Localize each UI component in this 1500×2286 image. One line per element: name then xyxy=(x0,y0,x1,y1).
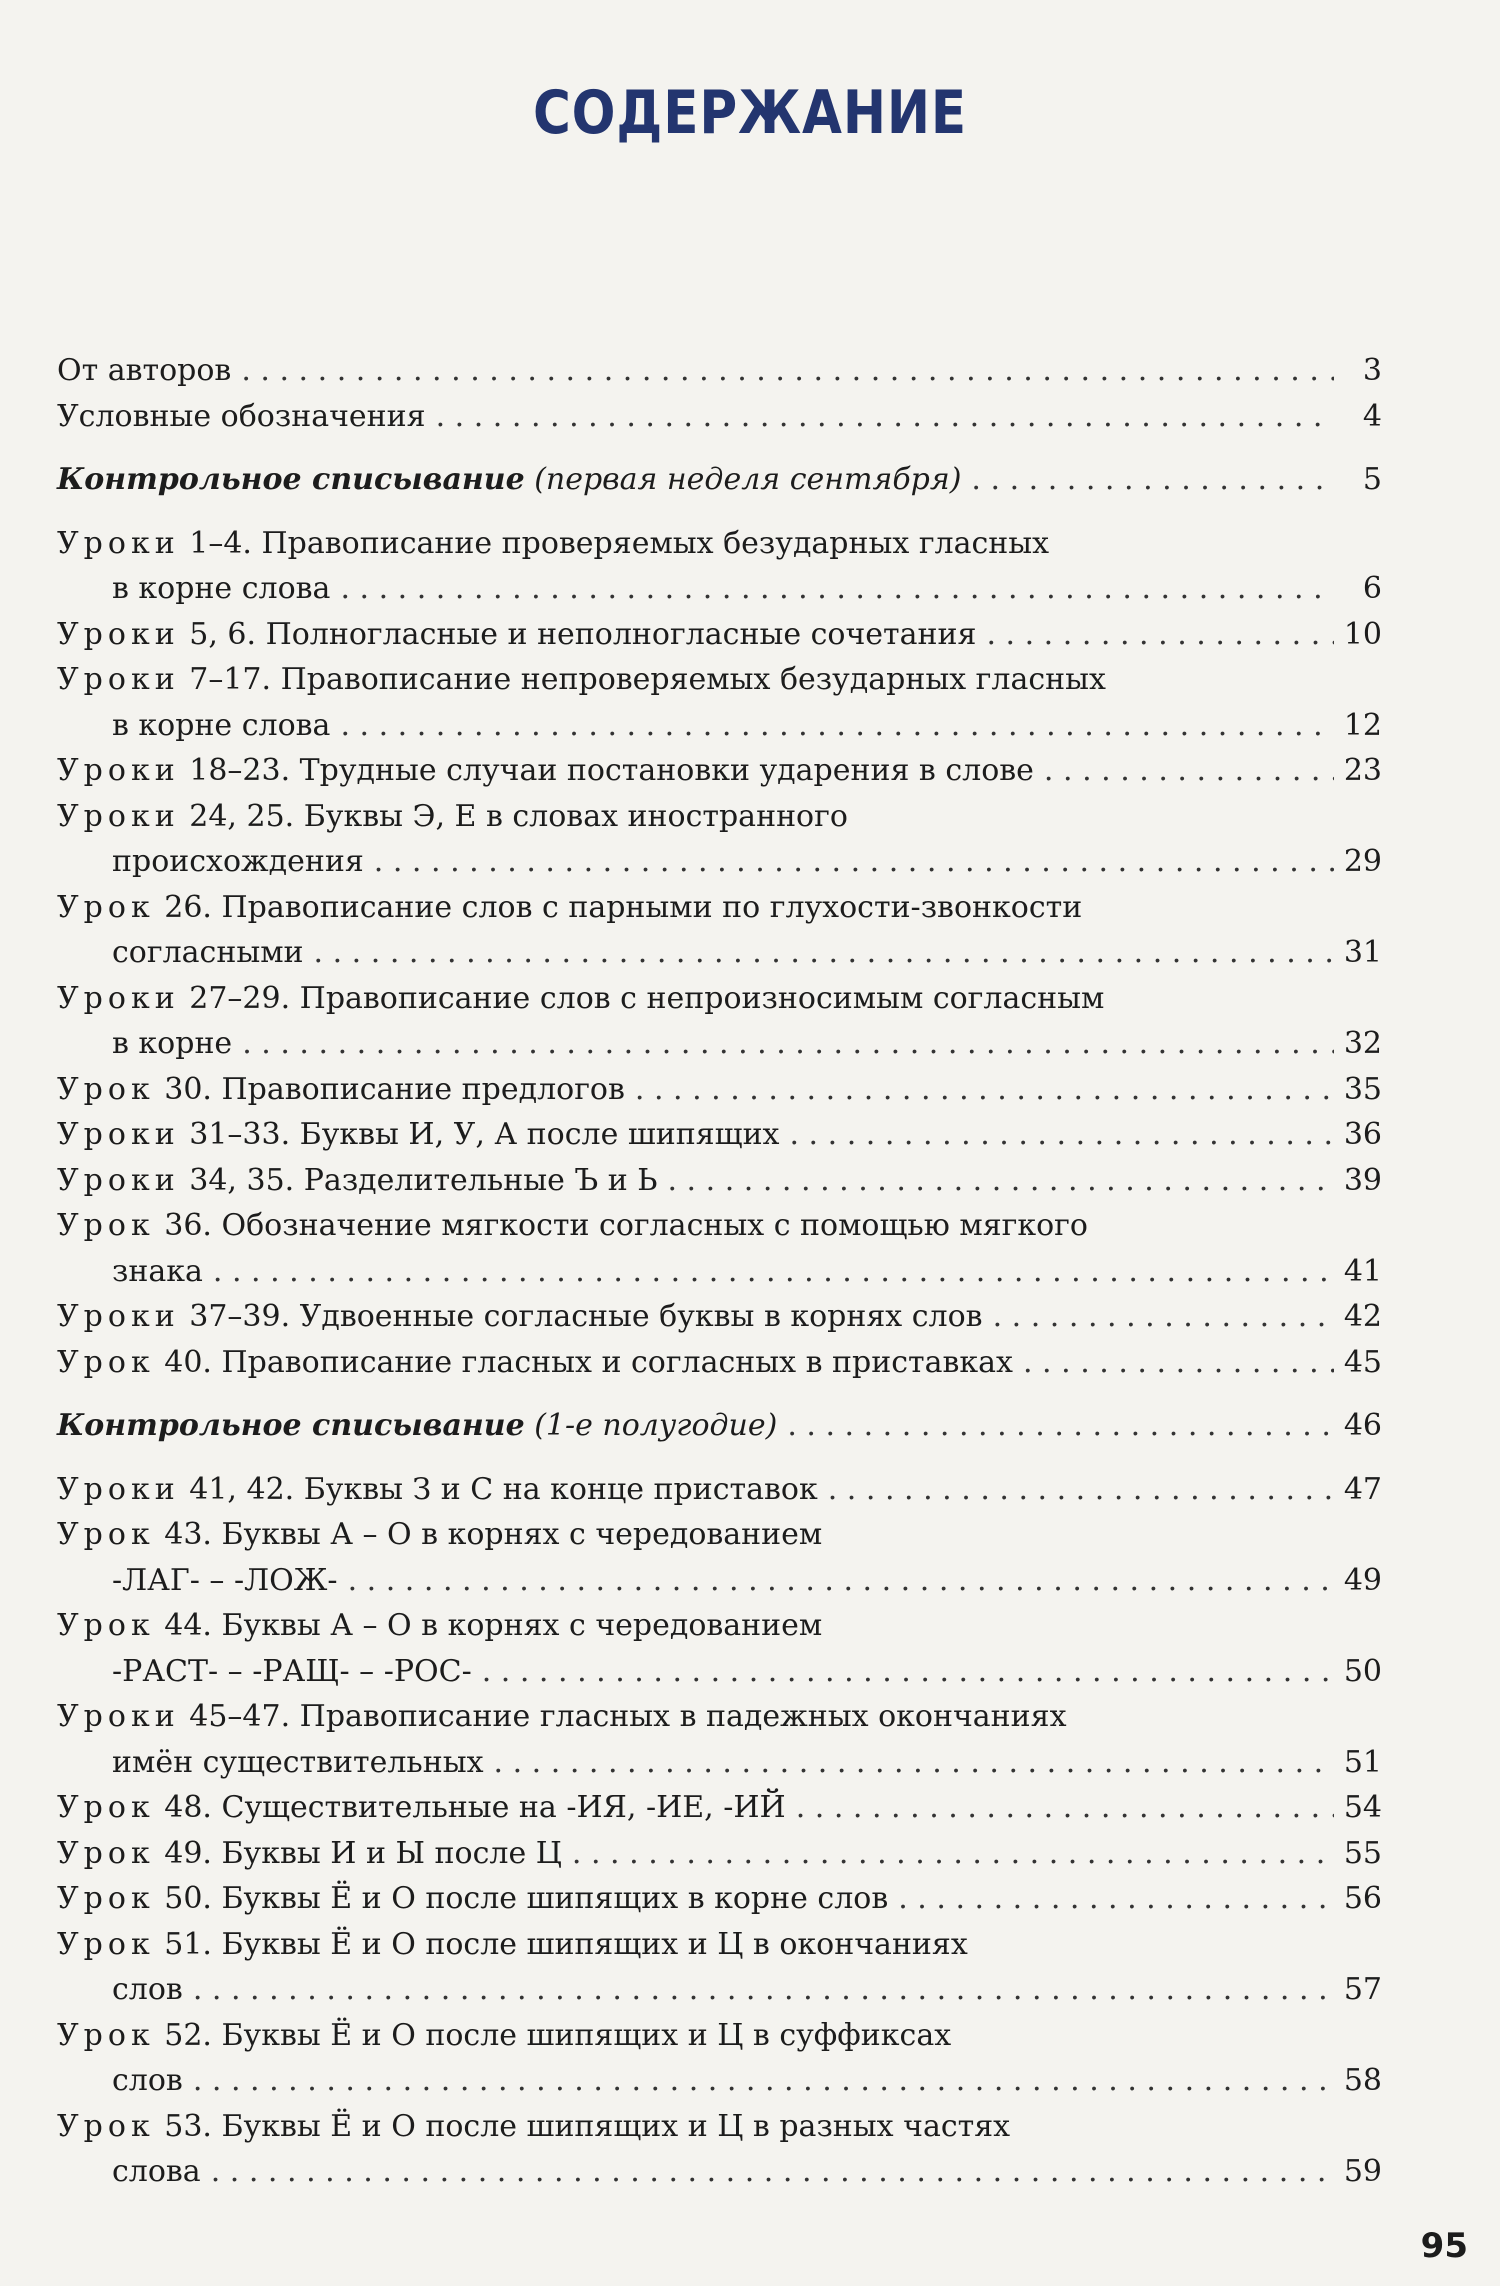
entry-page-number: 10 xyxy=(1343,616,1382,652)
dot-leader xyxy=(211,2149,1334,2195)
dot-leader xyxy=(482,1649,1334,1695)
entry-title-continued: слова xyxy=(112,2154,201,2189)
lesson-prefix: Урок xyxy=(57,889,155,925)
dot-leader xyxy=(348,1558,1334,1604)
lesson-prefix: Урок xyxy=(57,1790,155,1825)
entry-page-number: 46 xyxy=(1343,1408,1382,1443)
entry-title: 30. Правописание предлогов xyxy=(164,1071,625,1107)
dot-leader xyxy=(787,1403,1334,1449)
entry-page-number: 23 xyxy=(1343,753,1382,788)
entry-title: 26. Правописание слов с парными по глухости-звонкости xyxy=(164,889,1083,925)
lesson-prefix: Уроки xyxy=(57,980,180,1016)
toc-entry xyxy=(57,1340,1382,1386)
entry-page-number: 54 xyxy=(1343,1790,1382,1825)
entry-page-number: 49 xyxy=(1343,1562,1382,1598)
table-of-contents xyxy=(57,348,1382,2195)
entry-page-number: 56 xyxy=(1343,1881,1382,1916)
entry-title: 53. Буквы Ё и О после шипящих и Ц в разных частях xyxy=(164,2108,1011,2144)
entry-page-number: 32 xyxy=(1343,1026,1382,1061)
toc-entry xyxy=(57,1922,1382,2013)
dot-leader xyxy=(193,1967,1334,2013)
entry-title: 49. Буквы И и Ы после Ц xyxy=(164,1835,562,1871)
lesson-prefix: Уроки xyxy=(57,798,180,834)
toc-entry xyxy=(57,1467,1382,1513)
entry-title: 18–23. Трудные случаи постановки ударения в слове xyxy=(189,753,1034,788)
lesson-prefix: Уроки xyxy=(57,1299,180,1334)
toc-entry xyxy=(57,1785,1382,1831)
dot-leader xyxy=(242,1021,1334,1067)
entry-page-number: 29 xyxy=(1343,844,1382,879)
dot-leader xyxy=(436,394,1334,440)
page-title: СОДЕРЖАНИЕ xyxy=(532,78,968,148)
entry-title-continued: -РАСТ- – -РАЩ- – -РОС- xyxy=(112,1653,472,1689)
entry-title-continued: слов xyxy=(112,1972,183,2007)
toc-entry xyxy=(57,885,1382,976)
toc-entry xyxy=(57,1203,1382,1294)
lesson-prefix: Урок xyxy=(57,1517,155,1552)
entry-title-continued: имён существительных xyxy=(112,1744,484,1780)
entry-title-continued: -ЛАГ- – -ЛОЖ- xyxy=(112,1562,338,1598)
entry-page-number: 4 xyxy=(1362,398,1382,434)
entry-title-continued: согласными xyxy=(112,935,304,970)
entry-title: 45–47. Правописание гласных в падежных окончаниях xyxy=(189,1699,1067,1734)
lesson-prefix: Урок xyxy=(57,2017,155,2053)
entry-title: 24, 25. Буквы Э, Е в словах иностранного xyxy=(189,798,848,834)
lesson-prefix: Уроки xyxy=(57,1699,180,1734)
entry-page-number: 39 xyxy=(1343,1162,1382,1198)
entry-page-number: 5 xyxy=(1362,462,1382,497)
lesson-prefix: Урок xyxy=(57,1344,155,1380)
entry-title: 51. Буквы Ё и О после шипящих и Ц в окончаниях xyxy=(164,1926,968,1962)
dot-leader xyxy=(193,2058,1334,2104)
lesson-prefix: Уроки xyxy=(57,1471,180,1507)
entry-page-number: 47 xyxy=(1343,1471,1382,1507)
toc-entry xyxy=(57,2013,1382,2104)
entry-title: 43. Буквы А – О в корнях с чередованием xyxy=(164,1517,823,1552)
entry-page-number: 35 xyxy=(1343,1071,1382,1107)
dot-leader xyxy=(971,457,1334,503)
entry-page-number: 58 xyxy=(1343,2063,1382,2098)
toc-entry xyxy=(57,794,1382,885)
entry-title: 41, 42. Буквы З и С на конце приставок xyxy=(189,1471,818,1507)
dot-leader xyxy=(796,1785,1334,1831)
lesson-prefix: Урок xyxy=(57,1881,155,1916)
toc-entry xyxy=(57,1294,1382,1340)
entry-page-number: 12 xyxy=(1343,707,1382,743)
toc-entry xyxy=(57,394,1382,440)
entry-title: 40. Правописание гласных и согласных в приставках xyxy=(164,1344,1013,1380)
dot-leader xyxy=(789,1112,1333,1158)
entry-title-continued: слов xyxy=(112,2063,183,2098)
page-number: 95 xyxy=(1420,2226,1468,2266)
dot-leader xyxy=(898,1876,1334,1922)
dot-leader xyxy=(986,612,1333,658)
toc-entry xyxy=(57,748,1382,794)
toc-entry xyxy=(57,348,1382,394)
toc-entry xyxy=(57,1112,1382,1158)
dot-leader xyxy=(572,1831,1334,1877)
lesson-prefix: Урок xyxy=(57,1608,155,1643)
entry-title-continued: в корне слова xyxy=(112,571,331,606)
lesson-prefix: Урок xyxy=(57,1208,155,1243)
toc-entry xyxy=(57,1694,1382,1785)
entry-title: 27–29. Правописание слов с непроизносимым согласным xyxy=(189,980,1105,1016)
dot-leader xyxy=(667,1158,1333,1204)
entry-title: От авторов xyxy=(57,353,232,388)
entry-page-number: 59 xyxy=(1343,2154,1382,2189)
toc-entry xyxy=(57,612,1382,658)
entry-page-number: 36 xyxy=(1343,1117,1382,1152)
lesson-prefix: Уроки xyxy=(57,525,180,561)
entry-page-number: 42 xyxy=(1343,1299,1382,1334)
lesson-prefix: Уроки xyxy=(57,1117,180,1152)
dot-leader xyxy=(993,1294,1334,1340)
dot-leader xyxy=(828,1467,1334,1513)
entry-title: 34, 35. Разделительные Ъ и Ь xyxy=(189,1162,658,1198)
toc-entry xyxy=(57,1403,1382,1449)
entry-title: 37–39. Удвоенные согласные буквы в корнях слов xyxy=(189,1299,983,1334)
entry-title: 48. Существительные на -ИЯ, -ИЕ, -ИЙ xyxy=(164,1790,786,1825)
entry-title: 1–4. Правописание проверяемых безударных гласных xyxy=(189,525,1050,561)
entry-page-number: 51 xyxy=(1343,1744,1382,1780)
dot-leader xyxy=(340,703,1333,749)
entry-title: 7–17. Правописание непроверяемых безударных гласных xyxy=(189,662,1106,697)
entry-page-number: 31 xyxy=(1343,935,1382,970)
lesson-prefix: Уроки xyxy=(57,1162,180,1198)
toc-entry xyxy=(57,1831,1382,1877)
entry-title: 5, 6. Полногласные и неполногласные сочетания xyxy=(189,616,977,652)
entry-page-number: 57 xyxy=(1343,1972,1382,2007)
entry-page-number: 45 xyxy=(1343,1344,1382,1380)
dot-leader xyxy=(1023,1340,1334,1386)
entry-title: 31–33. Буквы И, У, А после шипящих xyxy=(189,1117,780,1152)
dot-leader xyxy=(241,348,1334,394)
entry-page-number: 41 xyxy=(1343,1253,1382,1289)
toc-entry xyxy=(57,976,1382,1067)
lesson-prefix: Уроки xyxy=(57,753,180,788)
entry-title: 50. Буквы Ё и О после шипящих в корне слов xyxy=(164,1881,889,1916)
entry-page-number: 50 xyxy=(1343,1653,1382,1689)
dot-leader xyxy=(314,930,1334,976)
entry-title: 44. Буквы А – О в корнях с чередованием xyxy=(164,1608,823,1643)
entry-title-continued: происхождения xyxy=(112,844,364,879)
toc-entry xyxy=(57,1067,1382,1113)
entry-title: Контрольное списывание (1-е полугодие) xyxy=(57,1408,778,1443)
entry-page-number: 6 xyxy=(1362,571,1382,606)
toc-entry xyxy=(57,521,1382,612)
dot-leader xyxy=(374,839,1334,885)
toc-entry xyxy=(57,657,1382,748)
lesson-prefix: Урок xyxy=(57,1071,155,1107)
entry-title-continued: в корне слова xyxy=(112,707,331,743)
dot-leader xyxy=(1044,748,1334,794)
toc-entry xyxy=(57,2104,1382,2195)
toc-entry xyxy=(57,1158,1382,1204)
lesson-prefix: Уроки xyxy=(57,616,180,652)
dot-leader xyxy=(635,1067,1334,1113)
dot-leader xyxy=(340,566,1334,612)
entry-title: 36. Обозначение мягкости согласных с помощью мягкого xyxy=(164,1208,1088,1243)
toc-entry xyxy=(57,1876,1382,1922)
entry-title: Условные обозначения xyxy=(57,398,426,434)
lesson-prefix: Урок xyxy=(57,1835,155,1871)
lesson-prefix: Урок xyxy=(57,2108,155,2144)
entry-title-continued: в корне xyxy=(112,1026,233,1061)
entry-title: Контрольное списывание (первая неделя сентября) xyxy=(57,462,962,497)
dot-leader xyxy=(213,1249,1334,1295)
toc-entry xyxy=(57,1512,1382,1603)
lesson-prefix: Уроки xyxy=(57,662,180,697)
lesson-prefix: Урок xyxy=(57,1926,155,1962)
toc-entry xyxy=(57,1603,1382,1694)
toc-entry xyxy=(57,457,1382,503)
entry-page-number: 3 xyxy=(1362,353,1382,388)
entry-title: 52. Буквы Ё и О после шипящих и Ц в суффиксах xyxy=(164,2017,952,2053)
dot-leader xyxy=(494,1740,1334,1786)
entry-page-number: 55 xyxy=(1343,1835,1382,1871)
entry-title-continued: знака xyxy=(112,1253,203,1289)
